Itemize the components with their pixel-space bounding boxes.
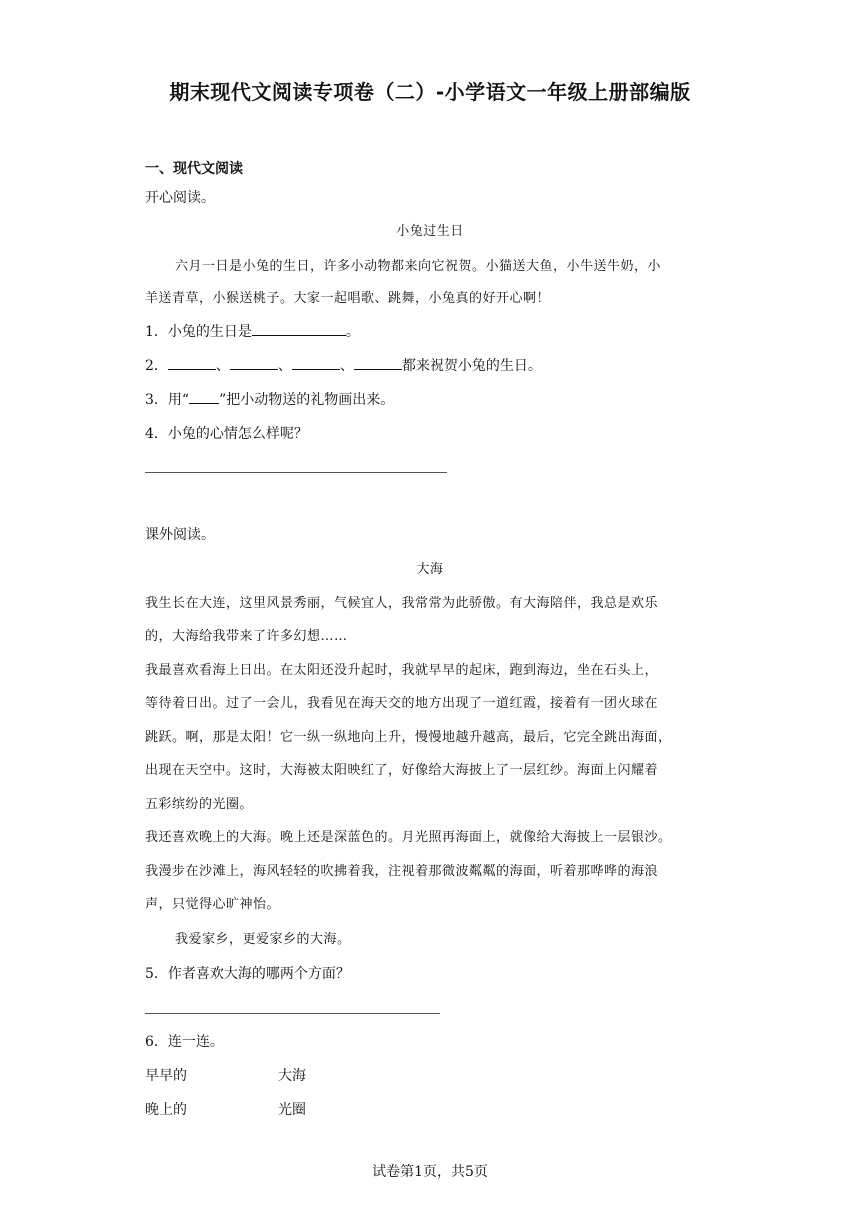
answer-blank[interactable] [230,355,278,370]
match-right-item[interactable]: 光圈 [278,1102,306,1118]
reading2-line: 跳跃。啊，那是太阳！它一纵一纵地向上升，慢慢地越升越高，最后，它完全跳出海面， [145,730,672,745]
match-left-item[interactable]: 早早的 [145,1068,187,1084]
reading1-story-title: 小兔过生日 [396,224,464,239]
reading2-line: 出现在天空中。这时，大海被太阳映红了，好像给大海披上了一层红纱。海面上闪耀着 [145,763,659,778]
answer-blank[interactable] [252,321,346,336]
reading2-line: 我生长在大连，这里风景秀丽，气候宜人，我常常为此骄傲。有大海陪伴，我总是欢乐 [145,596,659,611]
question-2-suffix: 都来祝贺小兔的生日。 [401,358,542,374]
question-2 [145,355,542,375]
reading2-line: 我还喜欢晚上的大海。晚上还是深蓝色的。月光照再海面上，就像给大海披上一层银沙。 [145,830,672,845]
separator: 、 [339,358,354,374]
answer-blank[interactable] [354,355,402,370]
question-5: 5．作者喜欢大海的哪两个方面？ [145,966,350,982]
match-left-item[interactable]: 晚上的 [145,1102,187,1118]
reading2-line: 等待着日出。过了一会儿，我看见在海天交的地方出现了一道红霞，接着有一团火球在 [145,696,659,711]
reading1-intro: 开心阅读。 [145,190,215,206]
reading2-intro: 课外阅读。 [145,527,215,543]
question-3-suffix: ”把小动物送的礼物画出来。 [219,392,395,408]
reading2-line: 我漫步在沙滩上，海风轻轻的吹拂着我，注视着那微波粼粼的海面，听着那哗哗的海浪 [145,864,659,879]
reading1-para-line: 羊送青草，小猴送桃子。大家一起唱歌、跳舞，小兔真的好开心啊！ [145,291,551,306]
question-2-number: 2． [145,358,168,374]
separator: 、 [215,358,230,374]
question-1-prefix: 1．小兔的生日是 [145,324,252,340]
reading2-line: 的，大海给我带来了许多幻想…… [145,629,348,644]
question-1 [145,321,360,341]
answer-line[interactable] [145,1013,440,1014]
question-6: 6．连一连。 [145,1034,224,1050]
question-1-suffix: 。 [345,324,360,340]
answer-blank[interactable] [168,355,216,370]
question-3 [145,389,394,409]
question-3-prefix: 3．用“ [145,392,190,408]
reading2-line: 我爱家乡，更爱家乡的大海。 [175,932,351,947]
reading2-line: 五彩缤纷的光圈。 [145,797,254,812]
question-4: 4．小兔的心情怎么样呢？ [145,426,308,442]
section-heading: 一、现代文阅读 [145,161,243,177]
reading2-story-title: 大海 [416,562,444,577]
page-title: 期末现代文阅读专项卷（二）-小学语文一年级上册部编版 [169,80,691,104]
answer-line[interactable] [145,472,447,473]
reading2-line: 声，只觉得心旷神怡。 [145,897,281,912]
reading2-line: 我最喜欢看海上日出。在太阳还没升起时，我就早早的起床，跑到海边，坐在石头上， [145,663,659,678]
match-right-item[interactable]: 大海 [278,1068,306,1084]
separator: 、 [277,358,292,374]
answer-blank[interactable] [189,389,219,404]
reading1-para-line: 六月一日是小兔的生日，许多小动物都来向它祝贺。小猫送大鱼，小牛送牛奶，小 [175,259,662,274]
answer-blank[interactable] [292,355,340,370]
page-footer: 试卷第1页，共5页 [372,1164,488,1180]
